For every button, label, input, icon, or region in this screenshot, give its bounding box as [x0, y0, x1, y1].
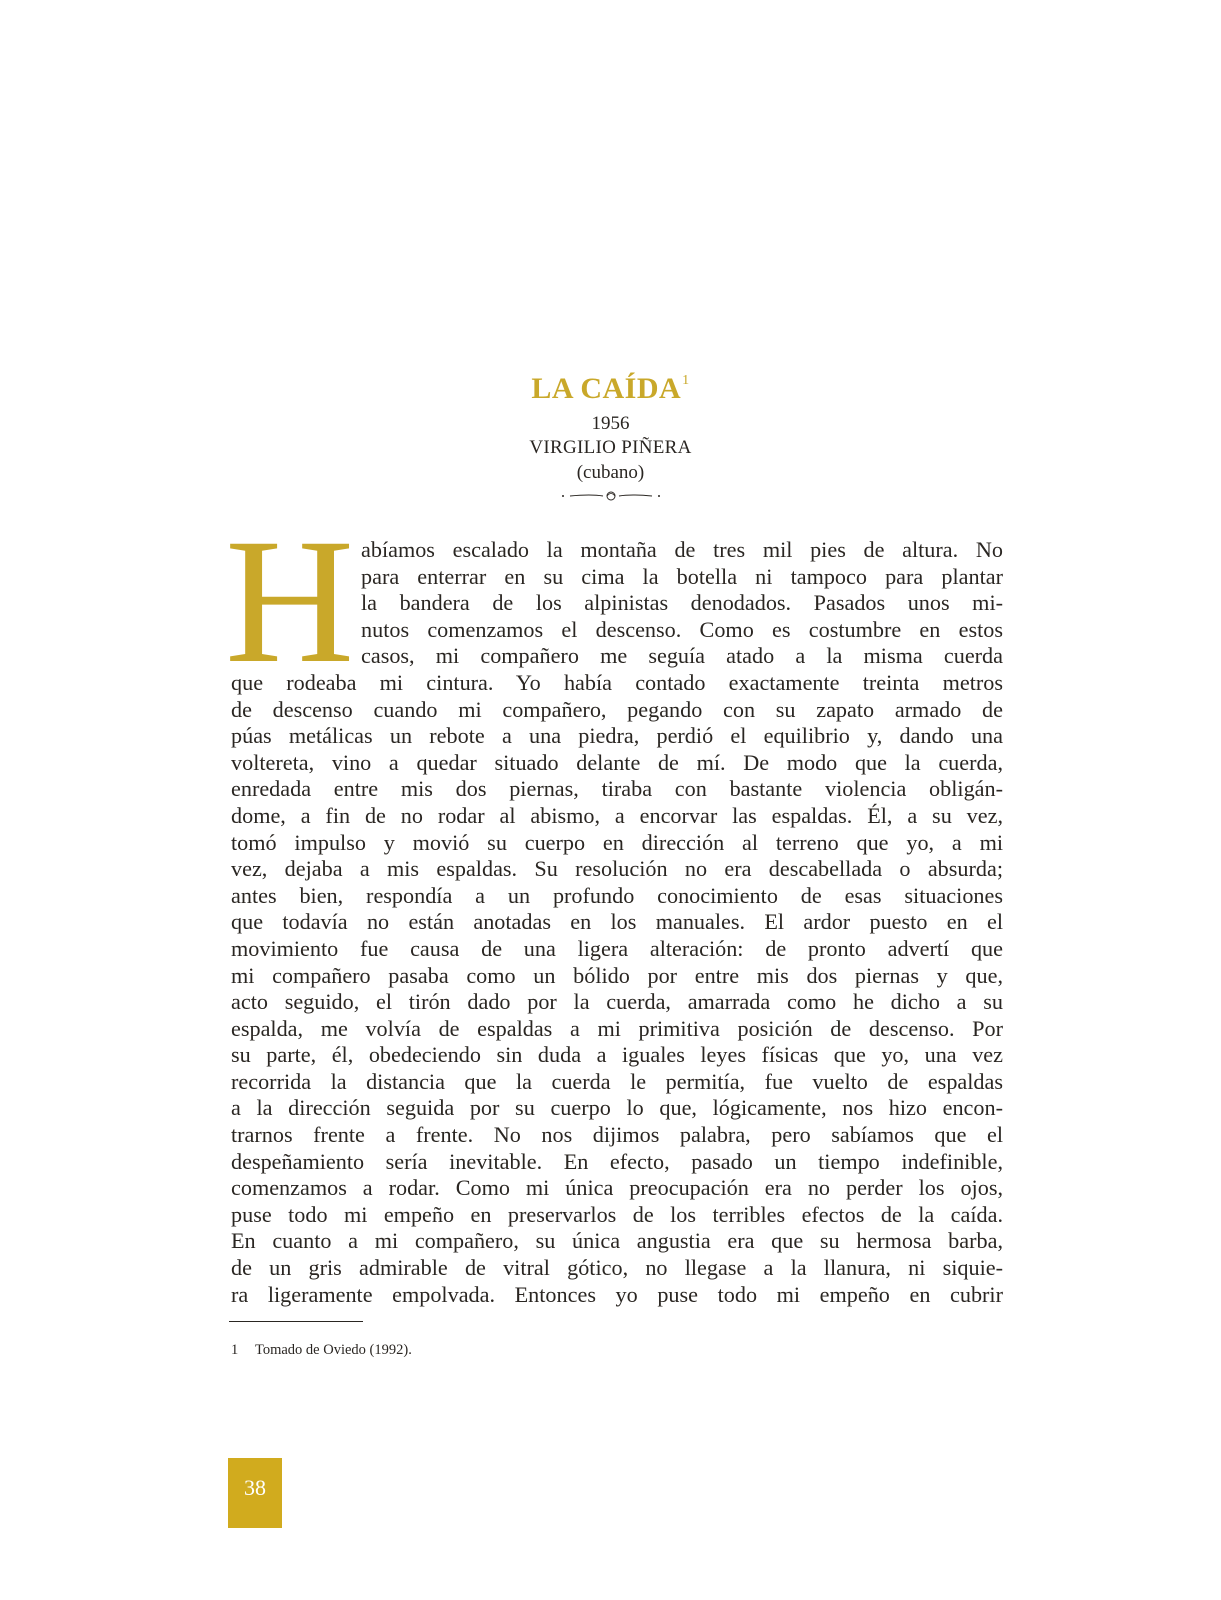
- body-line: voltereta, vino a quedar situado delante de mí. De modo que la cuerda,: [231, 749, 1003, 775]
- body-line: mi compañero pasaba como un bólido por entre mis dos piernas y que,: [231, 962, 1003, 988]
- body-line: despeñamiento sería inevitable. En efecto, pasado un tiempo indefinible,: [231, 1148, 1003, 1174]
- body-line: a la dirección seguida por su cuerpo lo que, lógicamente, nos hizo encon-: [231, 1095, 1003, 1121]
- body-line: En cuanto a mi compañero, su única angustia era que su hermosa barba,: [231, 1228, 1003, 1254]
- body-line: púas metálicas un rebote a una piedra, perdió el equilibrio y, dando una: [231, 723, 1003, 749]
- body-line: comenzamos a rodar. Como mi única preocupación era no perder los ojos,: [231, 1175, 1003, 1201]
- drop-cap: H: [225, 501, 355, 700]
- body-line: puse todo mi empeño en preservarlos de los terribles efectos de la caída.: [231, 1201, 1003, 1227]
- author-nationality: (cubano): [576, 462, 645, 483]
- body-line: dome, a fin de no rodar al abismo, a encorvar las espaldas. Él, a su vez,: [231, 802, 1003, 828]
- body-line: la bandera de los alpinistas denodados. Pasados unos mi-: [361, 590, 1003, 616]
- body-line: antes bien, respondía a un profundo conocimiento de esas situaciones: [231, 882, 1003, 908]
- ornament-divider: [561, 489, 661, 503]
- body-line: trarnos frente a frente. No nos dijimos palabra, pero sabíamos que el: [231, 1122, 1003, 1148]
- body-line: abíamos escalado la montaña de tres mil pies de altura. No: [361, 537, 1003, 562]
- footnote-reference[interactable]: 1: [682, 373, 690, 388]
- body-line: para enterrar en su cima la botella ni tampoco para plantar: [361, 563, 1003, 589]
- body-line: nutos comenzamos el descenso. Como es costumbre en estos: [361, 616, 1003, 642]
- page-number-box: [228, 1458, 282, 1528]
- body-line: recorrida la distancia que la cuerda le permitía, fue vuelto de espaldas: [231, 1068, 1003, 1094]
- story-body: [231, 537, 1003, 1308]
- footnote-text: Tomado de Oviedo (1992).: [255, 1342, 412, 1358]
- body-line: acto seguido, el tirón dado por la cuerda, amarrada como he dicho a su: [231, 989, 1003, 1015]
- body-line: espalda, me volvía de espaldas a mi primitiva posición de descenso. Por: [231, 1015, 1003, 1041]
- body-line: que todavía no están anotadas en los manuales. El ardor puesto en el: [231, 909, 1003, 935]
- footnote-divider: [229, 1321, 363, 1322]
- page-number: 38: [244, 1475, 266, 1500]
- body-line: tomó impulso y movió su cuerpo en dirección al terreno que yo, a mi: [231, 829, 1003, 855]
- story-title: [0, 372, 1221, 406]
- story-year: 1956: [591, 413, 630, 434]
- body-line: de descenso cuando mi compañero, pegando con su zapato armado de: [231, 696, 1003, 722]
- body-line: enredada entre mis dos piernas, tiraba con bastante violencia obligán-: [231, 776, 1003, 802]
- body-line: vez, dejaba a mis espaldas. Su resolución no era descabellada o absurda;: [231, 856, 1003, 882]
- body-line: casos, mi compañero me seguía atado a la misma cuerda: [361, 643, 1003, 669]
- body-line: que rodeaba mi cintura. Yo había contado exactamente treinta metros: [231, 669, 1003, 695]
- body-line: movimiento fue causa de una ligera alteración: de pronto advertí que: [231, 935, 1003, 961]
- body-line: su parte, él, obedeciendo sin duda a iguales leyes físicas que yo, una vez: [231, 1042, 1003, 1068]
- title-text: LA CAÍDA: [531, 372, 682, 405]
- footnote-number: 1: [231, 1342, 239, 1358]
- story-author: VIRGILIO PIÑERA: [529, 437, 692, 458]
- body-line: de un gris admirable de vitral gótico, no llegase a la llanura, ni siquie-: [231, 1255, 1003, 1281]
- body-line: ra ligeramente empolvada. Entonces yo puse todo mi empeño en cubrir: [231, 1281, 1003, 1307]
- footnote: [231, 1342, 412, 1359]
